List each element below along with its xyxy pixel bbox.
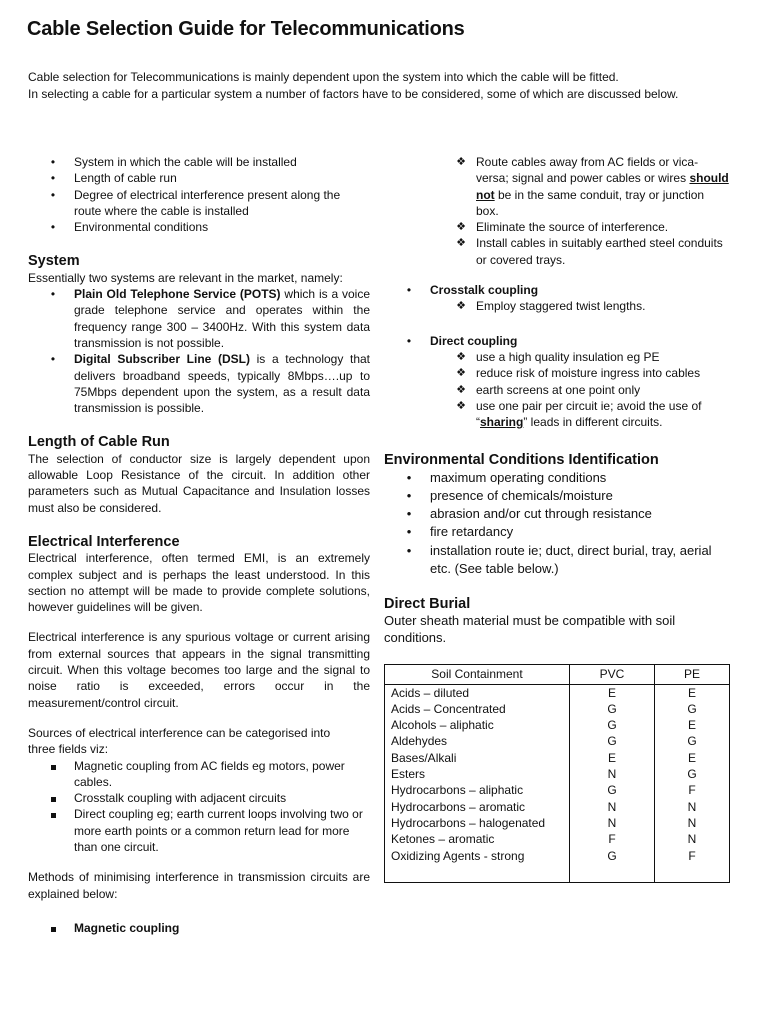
- factor-list: [28, 154, 370, 235]
- length-text: The selection of conductor size is largely dependent upon allowable Loop Resistance of the circuit. In addition other parameters such as Mutual Capacitance and Insulation losses must also be considered.: [28, 451, 370, 515]
- list-item: ❖ Eliminate the source of interference.: [454, 219, 730, 235]
- list-item: • presence of chemicals/moisture: [402, 487, 730, 505]
- list-item: • fire retardancy: [402, 523, 730, 541]
- table-cell: E: [655, 684, 730, 701]
- table-cell: G: [570, 848, 655, 883]
- intro-line: In selecting a cable for a particular system a number of factors have to be considered, some of which are discussed below.: [28, 86, 679, 101]
- bullet-icon: •: [406, 469, 412, 485]
- list-item: ❖ use one pair per circuit ie; avoid the use of “sharing” leads in different circuits.: [454, 398, 730, 431]
- system-text: Essentially two systems are relevant in the market, namely:: [28, 270, 343, 285]
- table-cell: Alcohols – aliphatic: [385, 717, 570, 733]
- table-cell: G: [570, 717, 655, 733]
- list-item: ❖ use a high quality insulation eg PE: [454, 349, 730, 365]
- bullet-icon: •: [406, 542, 412, 558]
- list-item: Magnetic coupling: [46, 920, 370, 936]
- list-item: ❖ earth screens at one point only: [454, 382, 730, 398]
- table-row: [385, 750, 730, 766]
- bullet-icon: •: [406, 524, 412, 540]
- burial-text: Outer sheath material must be compatible with soil conditions.: [384, 613, 676, 646]
- table-cell: F: [655, 782, 730, 798]
- table-cell: Aldehydes: [385, 733, 570, 749]
- page-title: Cable Selection Guide for Telecommunications: [27, 18, 465, 40]
- diamond-bullet-icon: ❖: [456, 383, 466, 396]
- list-item: Direct coupling eg; earth current loops involving two or more earth points or a common return lead for more than one circuit.: [46, 806, 370, 855]
- bullet-icon: •: [406, 506, 412, 522]
- table-cell: F: [570, 831, 655, 847]
- column-header: PVC: [570, 665, 655, 684]
- table-header-row: [385, 665, 730, 684]
- section-heading-environmental: Environmental Conditions Identification: [384, 452, 659, 469]
- table-row: [385, 815, 730, 831]
- list-item: ❖ Employ staggered twist lengths.: [454, 298, 730, 314]
- list-item: • System in which the cable will be installed: [46, 154, 370, 170]
- square-bullet-icon: [46, 920, 60, 936]
- table-cell: Acids – Concentrated: [385, 701, 570, 717]
- table-cell: N: [655, 799, 730, 815]
- list-item: • Direct coupling: [402, 333, 730, 349]
- table-row: [385, 684, 730, 701]
- list-item: • Environmental conditions: [46, 219, 370, 235]
- direct-list: [384, 349, 730, 430]
- table-cell: G: [655, 733, 730, 749]
- table-cell: G: [655, 701, 730, 717]
- left-column: [28, 154, 370, 936]
- table-cell: Acids – diluted: [385, 684, 570, 701]
- table-cell: N: [570, 799, 655, 815]
- list-item: • Length of cable run: [46, 170, 370, 186]
- bullet-icon: •: [50, 220, 56, 235]
- list-item: • maximum operating conditions: [402, 469, 730, 487]
- crosstalk-list: [384, 298, 730, 314]
- table-cell: E: [570, 750, 655, 766]
- table-cell: Esters: [385, 766, 570, 782]
- square-bullet-icon: [46, 790, 60, 806]
- table-cell: E: [655, 717, 730, 733]
- table-cell: N: [570, 815, 655, 831]
- table-cell: F: [655, 848, 730, 883]
- diamond-bullet-icon: ❖: [456, 237, 466, 250]
- column-header: Soil Containment: [385, 665, 570, 684]
- interference-p1: Electrical interference, often termed EMI, is an extremely complex subject and is perhaps the least understood. In this section no attempt will be made to provide complete solutions, however guidelines will be given.: [28, 551, 370, 615]
- list-item: • Degree of electrical interference present along the route where the cable is installed: [46, 187, 370, 220]
- table-row: [385, 799, 730, 815]
- table-body: [385, 684, 730, 882]
- direct-heading-list: [384, 333, 730, 349]
- column-header: PE: [655, 665, 730, 684]
- section-heading-interference: Electrical Interference: [28, 533, 180, 550]
- interference-p3: Sources of electrical interference can be categorised into three fields viz:: [28, 725, 331, 757]
- bullet-icon: •: [50, 187, 56, 202]
- bullet-icon: •: [50, 287, 56, 302]
- table-row: [385, 733, 730, 749]
- table-cell: N: [655, 815, 730, 831]
- list-item: ❖ Install cables in suitably earthed steel conduits or covered trays.: [454, 235, 730, 268]
- section-heading-burial: Direct Burial: [384, 595, 471, 612]
- environmental-list: [384, 469, 730, 578]
- table-row: [385, 701, 730, 717]
- bullet-icon: •: [50, 352, 56, 367]
- table-cell: G: [570, 782, 655, 798]
- table-cell: G: [655, 766, 730, 782]
- interference-sources: [28, 758, 370, 856]
- table-cell: G: [570, 733, 655, 749]
- crosstalk-heading-list: [384, 282, 730, 298]
- table-cell: Oxidizing Agents - strong: [385, 848, 570, 883]
- list-item: • Digital Subscriber Line (DSL) is a technology that delivers broadband speeds, typically 8Mbps….up to 75Mbps dependent upon the system, as a result data transmission is possible.: [46, 351, 370, 416]
- bullet-icon: •: [50, 171, 56, 186]
- diamond-bullet-icon: ❖: [456, 221, 466, 234]
- bullet-icon: •: [406, 487, 412, 503]
- list-item: • installation route ie; duct, direct burial, tray, aerial etc. (See table below.): [402, 542, 730, 578]
- square-bullet-icon: [46, 758, 60, 774]
- table-cell: N: [655, 831, 730, 847]
- right-column: [384, 154, 730, 883]
- list-item: ❖ Route cables away from AC fields or vica-versa; signal and power cables or wires should not be in the same conduit, tray or junction box.: [454, 154, 730, 219]
- table-cell: E: [655, 750, 730, 766]
- section-heading-length: Length of Cable Run: [28, 434, 170, 451]
- table-cell: Ketones – aromatic: [385, 831, 570, 847]
- intro: [28, 69, 730, 102]
- bullet-icon: •: [50, 155, 56, 169]
- table-cell: Hydrocarbons – halogenated: [385, 815, 570, 831]
- list-item: • abrasion and/or cut through resistance: [402, 505, 730, 523]
- list-item: • Crosstalk coupling: [402, 282, 730, 298]
- interference-p2: Electrical interference is any spurious voltage or current arising from external sources that appears in the signal transmitting circuit. When this voltage becomes too large and the signal to noise ratio is exceeded, errors occur in the measurement/control circuit.: [28, 630, 370, 710]
- system-list: [28, 286, 370, 416]
- diamond-bullet-icon: ❖: [456, 300, 466, 313]
- list-item: Magnetic coupling from AC fields eg motors, power cables.: [46, 758, 370, 791]
- table-row: [385, 848, 730, 883]
- table-row: [385, 831, 730, 847]
- table-cell: G: [570, 701, 655, 717]
- bullet-icon: •: [406, 333, 412, 348]
- table-row: [385, 766, 730, 782]
- table-cell: Hydrocarbons – aliphatic: [385, 782, 570, 798]
- table-cell: Bases/Alkali: [385, 750, 570, 766]
- diamond-bullet-icon: ❖: [456, 399, 466, 412]
- diamond-bullet-icon: ❖: [456, 367, 466, 380]
- section-heading-system: System: [28, 253, 80, 270]
- diamond-bullet-icon: ❖: [456, 350, 466, 363]
- interference-p4: Methods of minimising interference in transmission circuits are explained below:: [28, 870, 370, 901]
- list-item: ❖ reduce risk of moisture ingress into cables: [454, 365, 730, 381]
- table-cell: N: [570, 766, 655, 782]
- table-row: [385, 717, 730, 733]
- magnetic-list: [384, 154, 730, 268]
- soil-table: [384, 664, 730, 883]
- bullet-icon: •: [406, 283, 412, 298]
- table-cell: Hydrocarbons – aromatic: [385, 799, 570, 815]
- table-cell: E: [570, 684, 655, 701]
- square-bullet-icon: [46, 806, 60, 822]
- magnetic-heading-list: [28, 920, 370, 936]
- diamond-bullet-icon: ❖: [456, 156, 466, 168]
- list-item: • Plain Old Telephone Service (POTS) which is a voice grade telephone service and operates within the frequency range 300 – 3400Hz. With this system data transmission is not possible.: [46, 286, 370, 351]
- intro-line: Cable selection for Telecommunications is mainly dependent upon the system into which the cable will be fitted.: [28, 70, 619, 84]
- list-item: Crosstalk coupling with adjacent circuits: [46, 790, 370, 806]
- table-row: [385, 782, 730, 798]
